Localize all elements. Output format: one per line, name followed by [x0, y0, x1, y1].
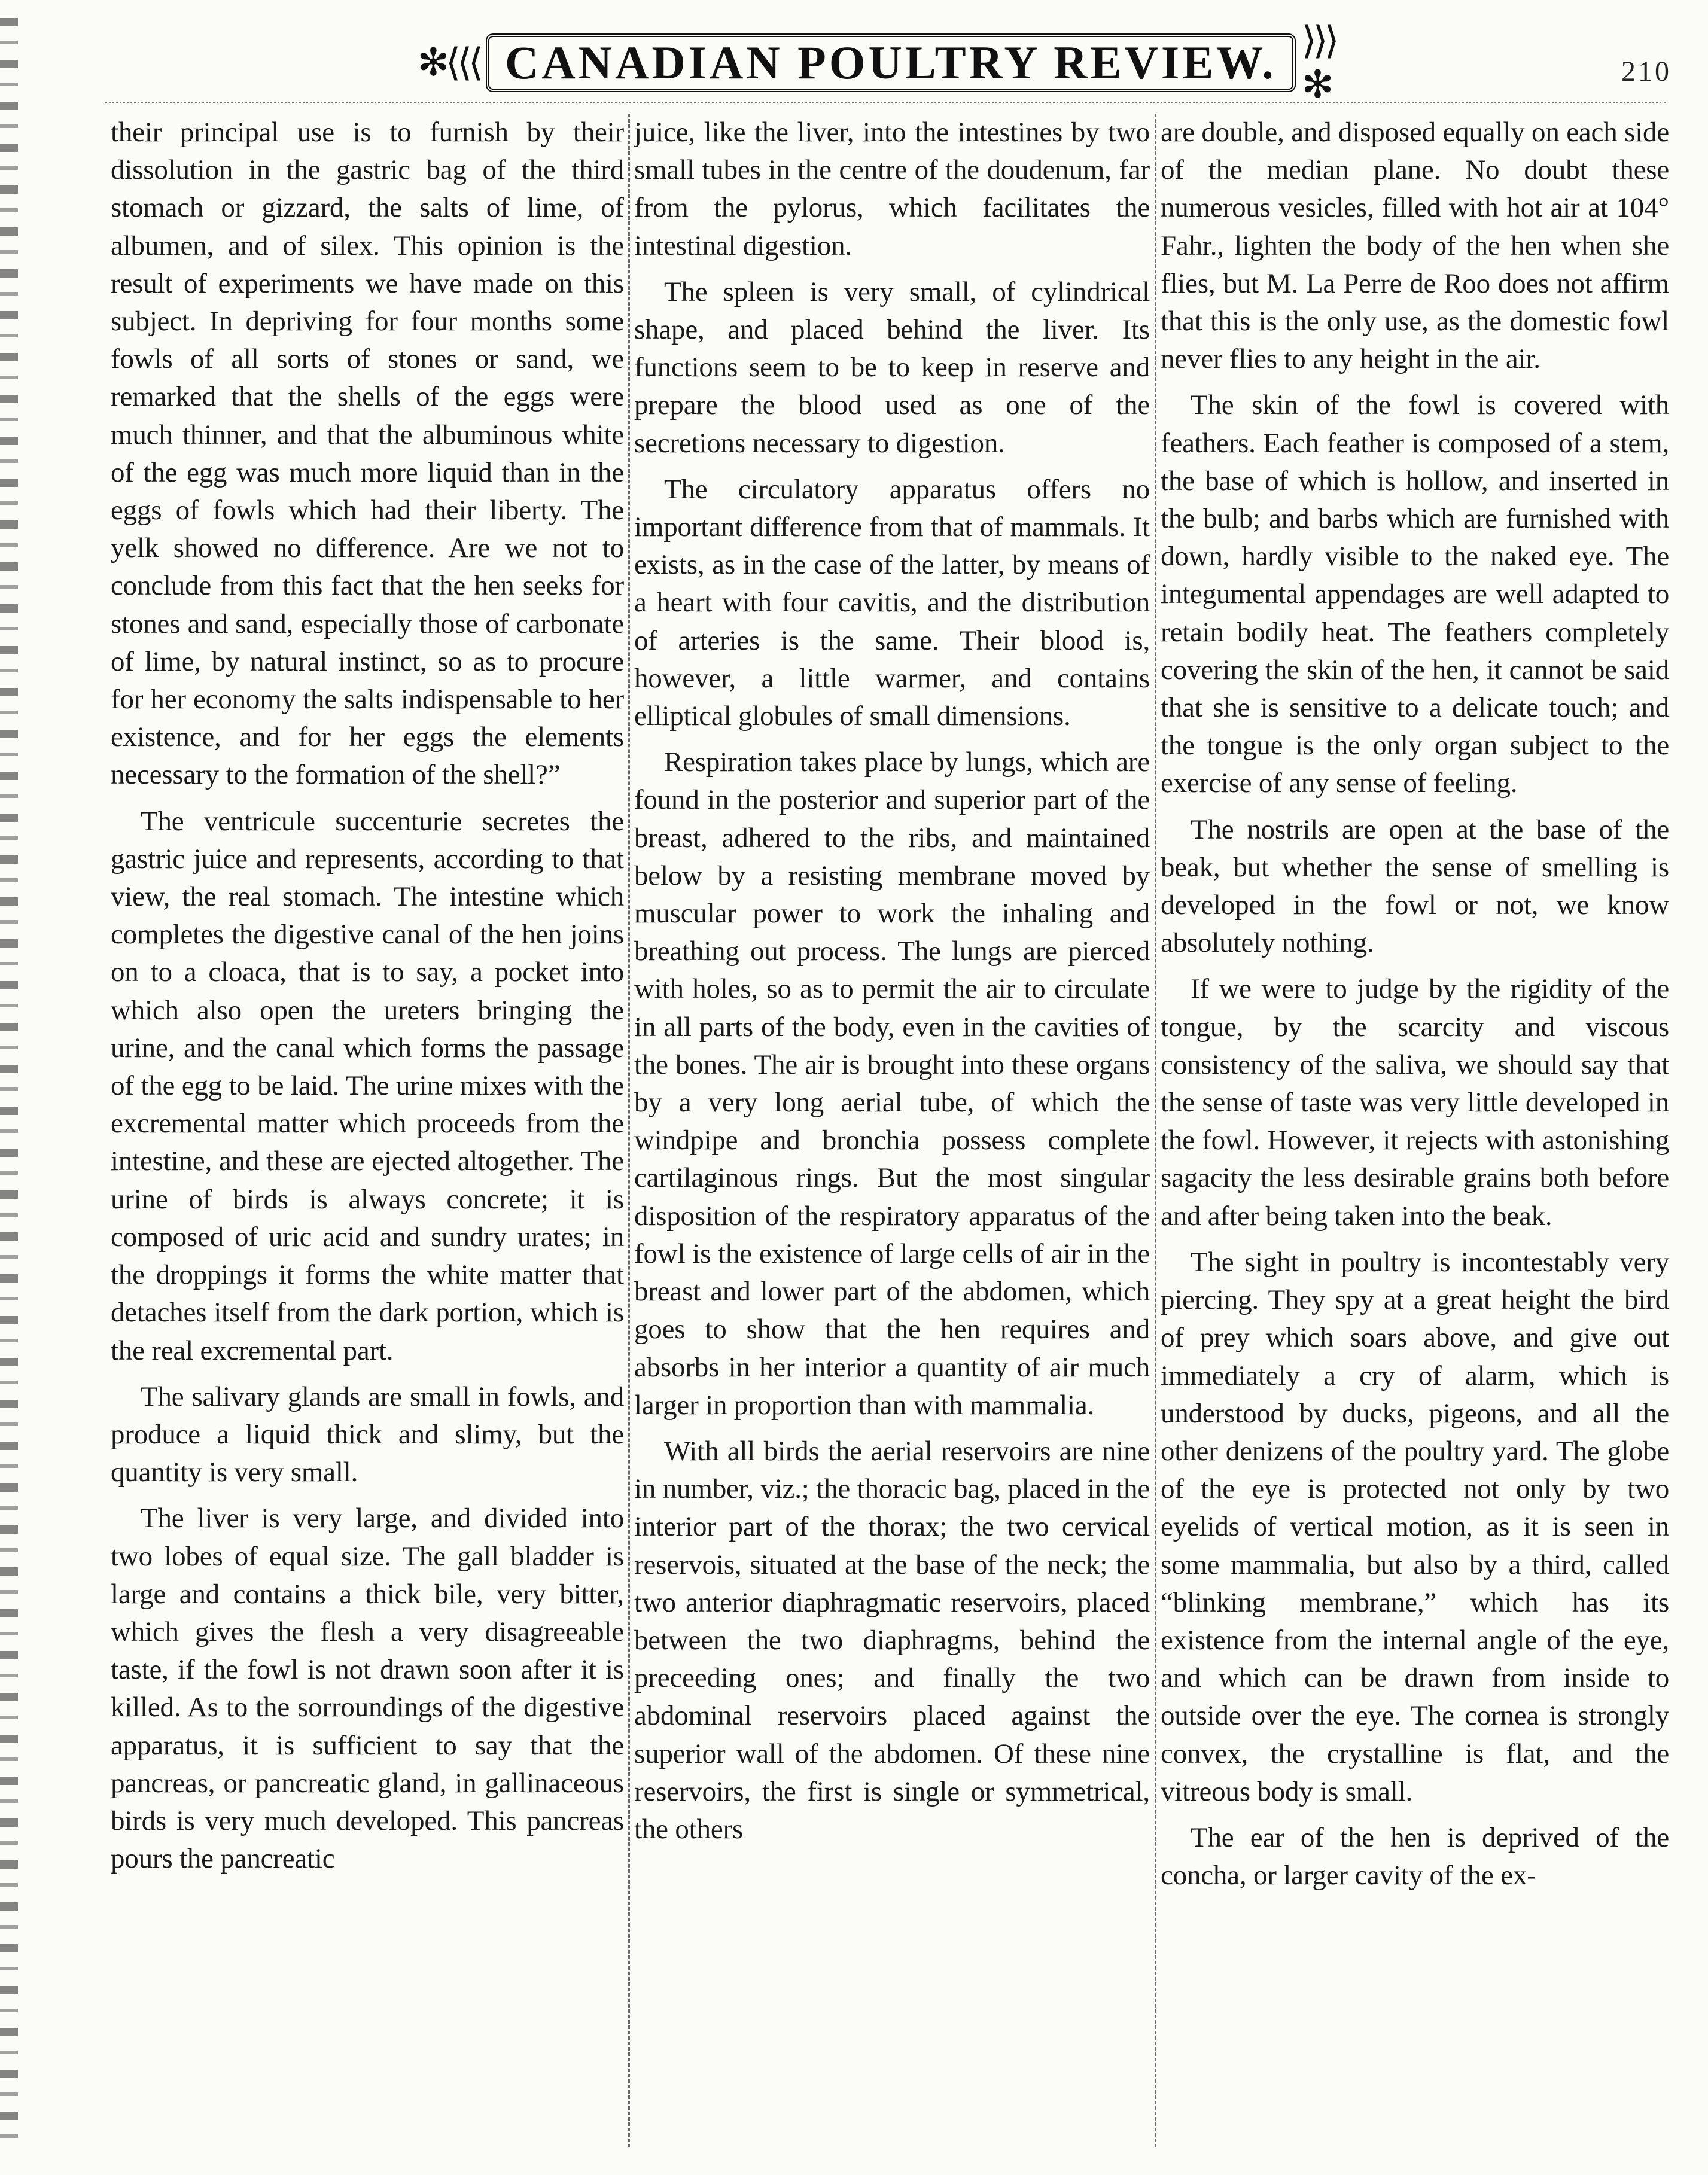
text-column-1: [111, 114, 624, 2159]
paragraph: The sight in poultry is incontestably very piercing. They spy at a great height the bird of prey which soars above, and give out immediately a cry of alarm, which is understood by ducks, pigeons, and all the other denizens of the poultry yard. The globe of the eye is protected not only by two eyelids of vertical motion, as it is seen in some mammalia, but also by a third, called “blinking membrane,” which has its existence from the internal angle of the eye, and which can be drawn from inside to outside over the eye. The cornea is strongly convex, the crystalline is flat, and the vitreous body is small.: [1161, 1246, 1669, 1807]
right-ornament-icon: ⟩⟩⟩✻: [1301, 19, 1336, 107]
paragraph: The ventricule succenturie secretes the gastric juice and represents, according to that view, the real stomach. The intestine which completes the digestive canal of the hen joins on to a cloaca, that is to say, a pocket into which also open the ureters bringing the urine, and the canal which forms the passage of the egg to be laid. The urine mixes with the excremental matter which proceeds from the intestine, and these are ejected altogether. The urine of birds is always concrete; it is composed of uric acid and sundry urates; in the droppings it forms the white matter that detaches itself from the dark portion, which is the real excremental part.: [111, 805, 624, 1366]
page-number: 210: [1621, 56, 1672, 87]
paragraph: With all birds the aerial reservoirs are nine in number, viz.; the thoracic bag, placed in the interior part of the thorax; the two cervical reservois, situated at the base of the neck; the two anterior diaphragmatic reservoirs, placed between the two diaphragms, behind the preceeding ones; and finally the two abdominal reservoirs placed against the superior wall of the abdomen. Of these nine reservoirs, the first is single or symmetrical, the others: [634, 1435, 1150, 1845]
paragraph: their principal use is to furnish by their dissolution in the gastric bag of the third stomach or gizzard, the salts of lime, of albumen, and of silex. This opinion is the result of experiments we have made on this subject. In depriving for four months some fowls of all sorts of stones or sand, we remarked that the shells of the eggs were much thinner, and that the albuminous white of the egg was much more liquid than in the eggs of fowls which had their liberty. The yelk showed no difference. Are we not to conclude from this fact that the hen seeks for stones and sand, especially those of carbonate of lime, by natural instinct, so as to procure for her economy the salts indispensable to her existence, and for her eggs the elements necessary to the formation of the shell?”: [111, 117, 624, 791]
paragraph: juice, like the liver, into the intestines by two small tubes in the centre of the doudenum, far from the pylorus, which facilitates the intestinal digestion.: [634, 117, 1150, 261]
paragraph: Respiration takes place by lungs, which are found in the posterior and superior part of the breast, adhered to the ribs, and maintained below by a resisting membrane moved by muscular power to work the inhaling and breathing out process. The lungs are pierced with holes, so as to permit the air to circulate in all parts of the body, even in the cavities of the bones. The air is brought into these organs by a very long aerial tube, of which the windpipe and bronchia possess complete cartilaginous rings. But the most singular disposition of the respiratory apparatus of the fowl is the existence of large cells of air in the breast and lower part of the abdomen, which goes to show that the hen requires and absorbs in her interior a quantity of air much larger in proportion than with mammalia.: [634, 747, 1150, 1421]
header-rule: [105, 102, 1666, 103]
masthead-title: CANADIAN POULTRY REVIEW.: [486, 33, 1296, 92]
column-divider: [1155, 114, 1156, 2147]
paragraph: The nostrils are open at the base of the beak, but whether the sense of smelling is developed in the fowl or not, we know absolutely nothing.: [1161, 814, 1669, 959]
paragraph: The liver is very large, and divided into two lobes of equal size. The gall bladder is large and contains a thick bile, very bitter, which gives the flesh a very disagreeable taste, if the fowl is not drawn soon after it is killed. As to the sorroundings of the digestive apparatus, it is sufficient to say that the pancreas, or pancreatic gland, in gallinaceous birds is very much developed. This pancreas pours the pancreatic: [111, 1503, 624, 1875]
paragraph: The salivary glands are small in fowls, and produce a liquid thick and slimy, but the quantity is very small.: [111, 1381, 624, 1488]
paragraph: The spleen is very small, of cylindrical shape, and placed behind the liver. Its functions seem to be to keep in reserve and prepare the blood used as one of the secretions necessary to digestion.: [634, 276, 1150, 459]
left-ornament-icon: ✻⟨⟨⟨: [417, 41, 480, 85]
text-column-2: [634, 114, 1150, 2159]
masthead: [417, 19, 1336, 107]
paragraph: The skin of the fowl is covered with feathers. Each feather is composed of a stem, the base of which is hollow, and inserted in the bulb; and barbs which are furnished with down, hardly visible to the naked eye. The integumental appendages are well adapted to retain bodily heat. The feathers completely covering the skin of the hen, it cannot be said that she is sensitive to a delicate touch; and the tongue is the only organ subject to the exercise of any sense of feeling.: [1161, 389, 1669, 799]
paragraph: are double, and disposed equally on each side of the median plane. No doubt these numerous vesicles, filled with hot air at 104° Fahr., lighten the body of the hen when she flies, but M. La Perre de Roo does not affirm that this is the only use, as the domestic fowl never flies to any height in the air.: [1161, 117, 1669, 375]
column-divider: [628, 114, 630, 2147]
binding-edge-marks: [0, 18, 18, 2142]
paragraph: The ear of the hen is deprived of the concha, or larger cavity of the ex-: [1161, 1821, 1669, 1891]
text-column-3: [1161, 114, 1669, 2159]
paragraph: If we were to judge by the rigidity of the tongue, by the scarcity and viscous consistency of the saliva, we should say that the sense of taste was very little developed in the fowl. However, it rejects with astonishing sagacity the less desirable grains both before and after being taken into the beak.: [1161, 973, 1669, 1232]
paragraph: The circulatory apparatus offers no important difference from that of mammals. It exists, as in the case of the latter, by means of a heart with four cavitis, and the distribution of arteries is the same. Their blood is, however, a little warmer, and contains elliptical globules of small dimensions.: [634, 473, 1150, 732]
